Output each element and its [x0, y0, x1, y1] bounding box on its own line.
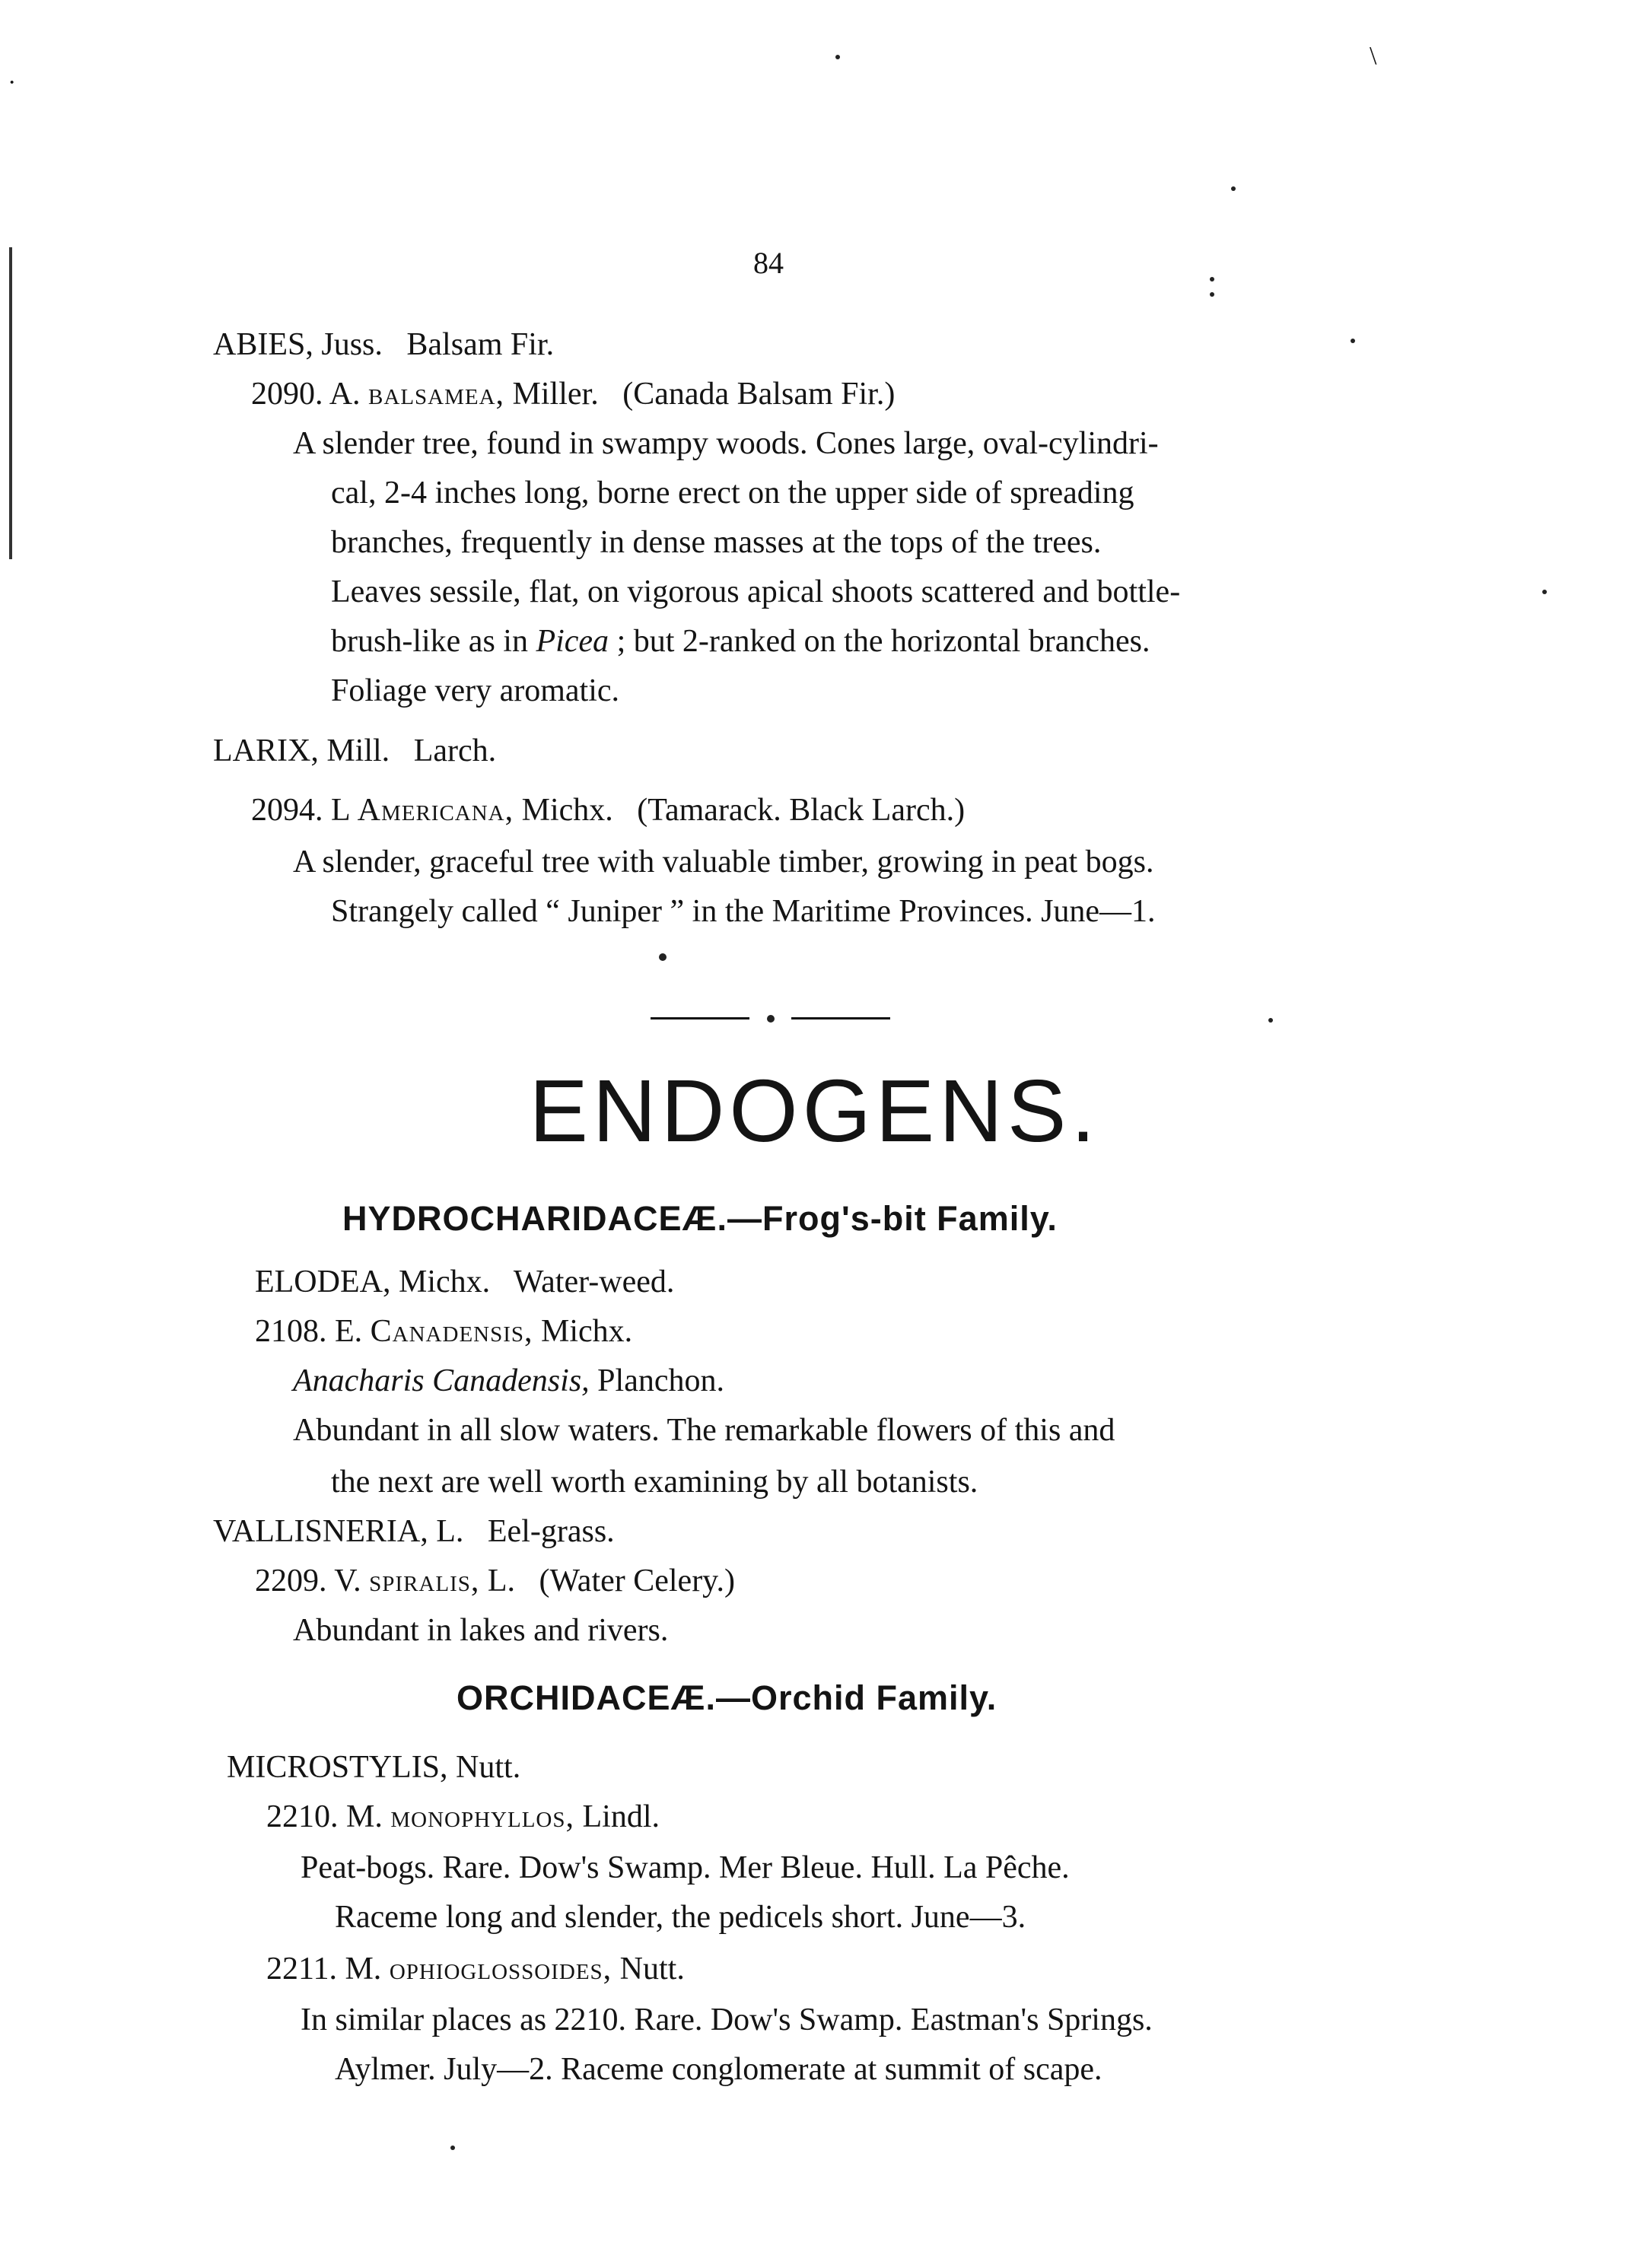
speck [1268, 1018, 1273, 1023]
description-line: Abundant in all slow waters. The remarkable flowers of this and [293, 1413, 1115, 1448]
description-line: A slender tree, found in swampy woods. Cones large, oval-cylindri- [293, 426, 1159, 461]
speck [450, 2146, 455, 2150]
species-author: L. [487, 1563, 516, 1598]
species-author: Lindl. [582, 1799, 660, 1834]
description-text: brush-like as in [331, 624, 528, 659]
species-line-2094 [251, 791, 965, 829]
synonym-line [293, 1362, 724, 1400]
page-edge-mark [9, 247, 12, 559]
genus-name: MICROSTYLIS, [227, 1750, 448, 1785]
genus-author: Mill. [326, 733, 390, 768]
species-number: 2108. [255, 1314, 327, 1349]
species-name: monophyllos, [390, 1799, 574, 1834]
genus-line-abies: ABIES, Juss. Balsam Fir. [213, 327, 555, 362]
speck [1542, 590, 1547, 594]
description-line: A slender, graceful tree with valuable timber, growing in peat bogs. [293, 845, 1154, 880]
separator-rule-left [651, 1017, 749, 1019]
species-name: balsamea, [368, 377, 505, 412]
genus-common-name: Balsam Fir. [406, 327, 555, 362]
genus-name: ELODEA, [255, 1264, 391, 1299]
species-common-name: (Water Celery.) [539, 1563, 735, 1598]
description-line: Foliage very aromatic. [331, 673, 620, 708]
description-line: the next are well worth examining by all botanists. [331, 1465, 978, 1500]
species-name: ophioglossoides, [389, 1951, 612, 1986]
stray-mark: · [8, 68, 17, 97]
species-abbr: M. [346, 1799, 383, 1834]
genus-line-elodea [255, 1263, 674, 1301]
speck [1351, 339, 1355, 343]
description-line: Leaves sessile, flat, on vigorous apical shoots scattered and bottle- [331, 574, 1181, 609]
species-common-name: (Canada Balsam Fir.) [622, 377, 896, 412]
species-line-2108 [255, 1312, 632, 1350]
section-title: ENDOGENS. [529, 1061, 1100, 1160]
description-line [331, 622, 1150, 660]
separator-rule-right [791, 1017, 890, 1019]
genus-line-vallisneria [213, 1513, 615, 1551]
species-line-2090 [251, 375, 895, 413]
stray-mark: \ [1370, 42, 1377, 70]
family-heading-hydrocharidaceae: HYDROCHARIDACEÆ.—Frog's-bit Family. [342, 1199, 1058, 1238]
species-abbr: V. [334, 1563, 361, 1598]
species-abbr: M. [345, 1951, 382, 1986]
description-line: Abundant in lakes and rivers. [293, 1613, 669, 1648]
species-abbr: E. [335, 1314, 363, 1349]
species-author: Miller. [512, 377, 599, 412]
description-line: In similar places as 2210. Rare. Dow's Swamp. Eastman's Springs. [301, 2002, 1153, 2037]
species-line-2211 [266, 1950, 685, 1988]
description-line: Strangely called “ Juniper ” in the Maritime Provinces. June—1. [331, 894, 1156, 929]
species-author: Michx. [541, 1314, 633, 1349]
description-line: cal, 2-4 inches long, borne erect on the upper side of spreading [331, 476, 1134, 511]
speck [1231, 186, 1236, 191]
genus-line-larix [213, 732, 496, 770]
synonym-author: Planchon. [597, 1363, 724, 1398]
species-common-name: (Tamarack. Black Larch.) [637, 793, 966, 828]
family-heading-orchidaceae: ORCHIDACEÆ.—Orchid Family. [457, 1678, 997, 1717]
separator-ornament [767, 1015, 775, 1023]
species-line-2209 [255, 1562, 735, 1600]
speck [835, 55, 840, 59]
species-number: 2090. [251, 377, 323, 412]
genus-common-name: Water-weed. [513, 1264, 675, 1299]
genus-common-name: Eel-grass. [487, 1514, 615, 1549]
species-number: 2209. [255, 1563, 327, 1598]
genus-author: L. [436, 1514, 464, 1549]
species-name: Americana, [357, 793, 514, 828]
genus-line-microstylis [227, 1748, 520, 1786]
species-number: 2211. [266, 1951, 337, 1986]
species-abbr: L [331, 793, 350, 828]
species-name: spiralis, [369, 1563, 480, 1598]
genus-author: Juss. [321, 327, 383, 362]
species-number: 2094. [251, 793, 323, 828]
description-line: branches, frequently in dense masses at the tops of the trees. [331, 525, 1102, 560]
genus-name: ABIES [213, 327, 306, 362]
species-author: Nutt. [619, 1951, 685, 1986]
description-line: Aylmer. July—2. Raceme conglomerate at summit of scape. [335, 2052, 1102, 2087]
genus-name: LARIX, [213, 733, 319, 768]
speck [1210, 277, 1214, 282]
genus-author: Michx. [398, 1264, 491, 1299]
genus-name: VALLISNERIA, [213, 1514, 428, 1549]
genus-author: Nutt. [456, 1750, 521, 1785]
description-line: Peat-bogs. Rare. Dow's Swamp. Mer Bleue. Hull. La Pêche. [301, 1850, 1070, 1885]
species-author: Michx. [521, 793, 613, 828]
genus-reference: Picea [536, 624, 609, 659]
description-text: ; but 2-ranked on the horizontal branches. [616, 624, 1150, 659]
genus-common-name: Larch. [413, 733, 497, 768]
species-line-2210 [266, 1798, 660, 1836]
page-number: 84 [753, 246, 784, 280]
species-number: 2210. [266, 1799, 339, 1834]
species-abbr: A. [329, 377, 361, 412]
speck [1210, 292, 1214, 297]
speck [659, 953, 667, 961]
synonym-name: Anacharis Canadensis, [293, 1363, 590, 1398]
species-name: Canadensis, [370, 1314, 533, 1349]
description-line: Raceme long and slender, the pedicels short. June—3. [335, 1900, 1026, 1935]
